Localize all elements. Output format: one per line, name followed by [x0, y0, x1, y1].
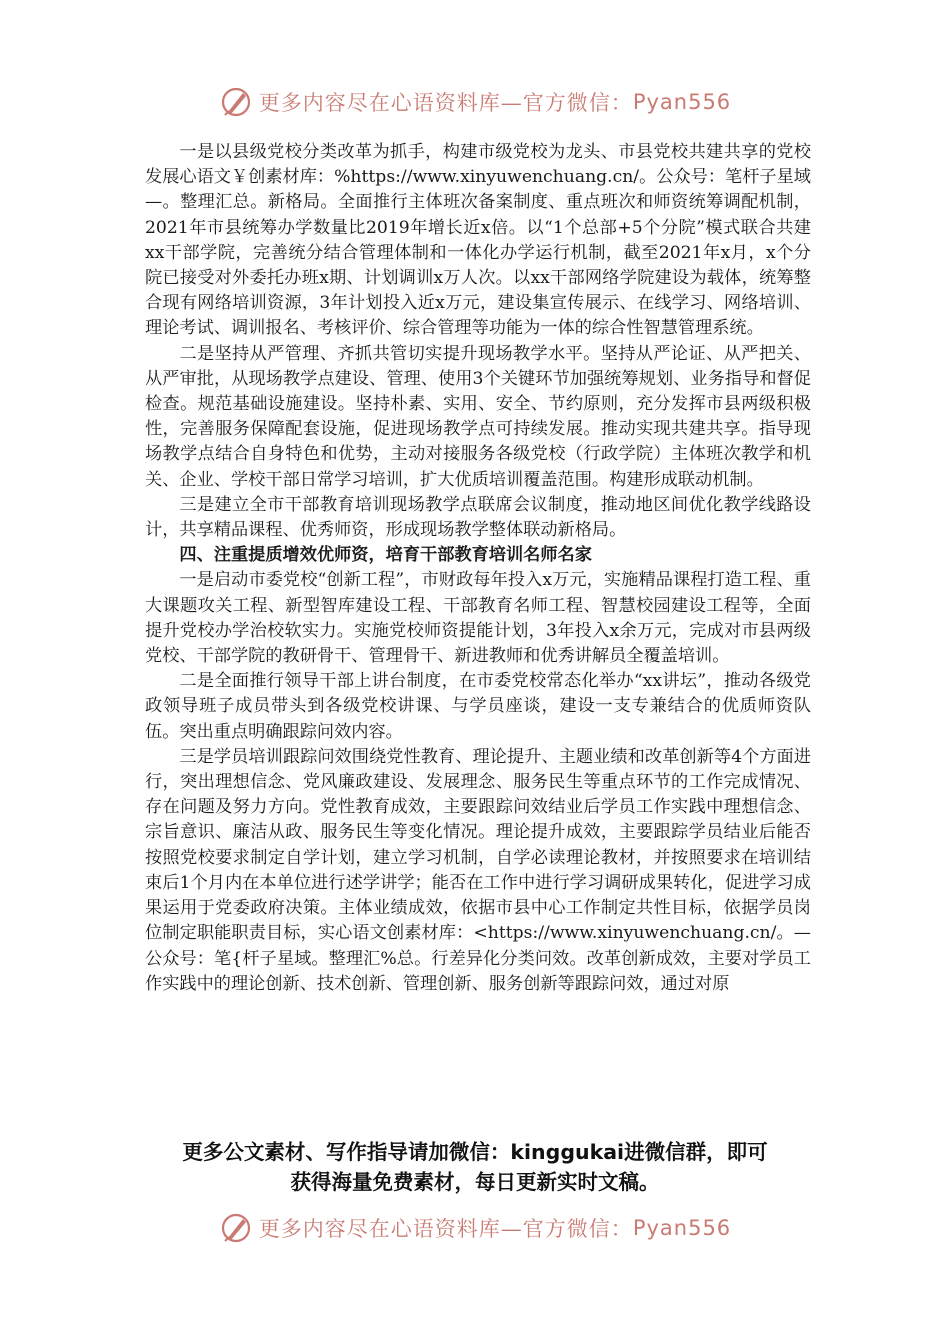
- promo-line-2: 获得海量免费素材，每日更新实时文稿。: [290, 1170, 660, 1194]
- pen-logo-icon: [219, 1211, 253, 1245]
- watermark-wechat-id: Pyan556: [632, 1216, 732, 1240]
- promo-line-1: 更多公文素材、写作指导请加微信：kinggukai进微信群，即可: [182, 1140, 768, 1164]
- paragraph-1: 一是以县级党校分类改革为抓手，构建市级党校为龙头、市县党校共建共享的党校发展心语文￥创素材库：%https://www.xinyuwenchuang.cn/。公众号：笔杆子星域—。整理汇总。新格局。全面推行主体班次备案制度、重点班次和师资统筹调配机制，2021年市县统筹办学数量比2019年增长近x倍。以“1个总部+5个分院”模式联合共建xx干部学院，完善统分结合管理体制和一体化办学运行机制，截至2021年x月，x个分院已接受对外委托办班x期、计划调训x万人次。以xx干部网络学院建设为载体，统筹整合现有网络培训资源，3年计划投入近x万元，建设集宣传展示、在线学习、网络培训、理论考试、调训报名、考核评价、综合管理等功能为一体的综合性智慧管理系统。: [145, 142, 811, 339]
- paragraph-4: 一是启动市委党校“创新工程”，市财政每年投入x万元，实施精品课程打造工程、重大课题攻关工程、新型智库建设工程、干部教育名师工程、智慧校园建设工程等，全面提升党校办学治校软实力。实施党校师资提能计划，3年投入x余万元，完成对市县两级党校、干部学院的教研骨干、管理骨干、新进教师和优秀讲解员全覆盖培训。: [145, 570, 811, 667]
- header-watermark: [0, 82, 950, 122]
- paragraph-6: 三是学员培训跟踪问效围绕党性教育、理论提升、主题业绩和改革创新等4个方面进行，突出理想信念、党风廉政建设、发展理念、服务民生等重点环节的工作完成情况、存在问题及努力方向。党性教育成效，主要跟踪问效结业后学员工作实践中理想信念、宗旨意识、廉洁从政、服务民生等变化情况。理论提升成效，主要跟踪学员结业后能否按照党校要求制定自学计划，建立学习机制，自学必读理论教材，并按照要求在培训结束后1个月内在本单位进行述学讲学；能否在工作中进行学习调研成果转化，促进学习成果运用于党委政府决策。主体业绩成效，依据市县中心工作制定共性目标，依据学员岗位制定职能职责目标，实心语文创素材库：<https://www.xinyuwenchuang.cn/。—公众号：笔{杆子星域。整理汇%总。行差异化分类问效。改革创新成效，主要对学员工作实践中的理论创新、技术创新、管理创新、服务创新等跟踪问效，通过对原: [145, 746, 811, 994]
- footer-watermark: [0, 1208, 950, 1248]
- paragraph-3: 三是建立全市干部教育培训现场教学点联席会议制度，推动地区间优化教学线路设计，共享精品课程、优秀师资，形成现场教学整体联动新格局。: [145, 494, 811, 541]
- document-body: [145, 140, 811, 997]
- pen-logo-icon: [219, 85, 253, 119]
- paragraph-2: 二是坚持从严管理、齐抓共管切实提升现场教学水平。坚持从严论证、从严把关、从严审批，从现场教学点建设、管理、使用3个关键环节加强统筹规划、业务指导和督促检查。规范基础设施建设。坚持朴素、实用、安全、节约原则，充分发挥市县两级积极性，完善服务保障配套设施，促进现场教学点可持续发展。推动实现共建共享。指导现场教学点结合自身特色和优势，主动对接服务各级党校（行政学院）主体班次教学和机关、企业、学校干部日常学习培训，扩大优质培训覆盖范围。构建形成联动机制。: [145, 343, 811, 490]
- promo-notice: [140, 1137, 810, 1197]
- paragraph-5: 二是全面推行领导干部上讲台制度，在市委党校常态化举办“xx讲坛”，推动各级党政领导班子成员带头到各级党校讲课、与学员座谈，建设一支专兼结合的优质师资队伍。突出重点明确跟踪问效内容。: [145, 671, 811, 742]
- watermark-text: 更多内容尽在心语资料库—官方微信：: [258, 1217, 633, 1241]
- section-heading: 四、注重提质增效优师资，培育干部教育培训名师名家: [179, 545, 592, 566]
- watermark-wechat-id: Pyan556: [632, 90, 732, 114]
- watermark-text: 更多内容尽在心语资料库—官方微信：: [258, 91, 633, 115]
